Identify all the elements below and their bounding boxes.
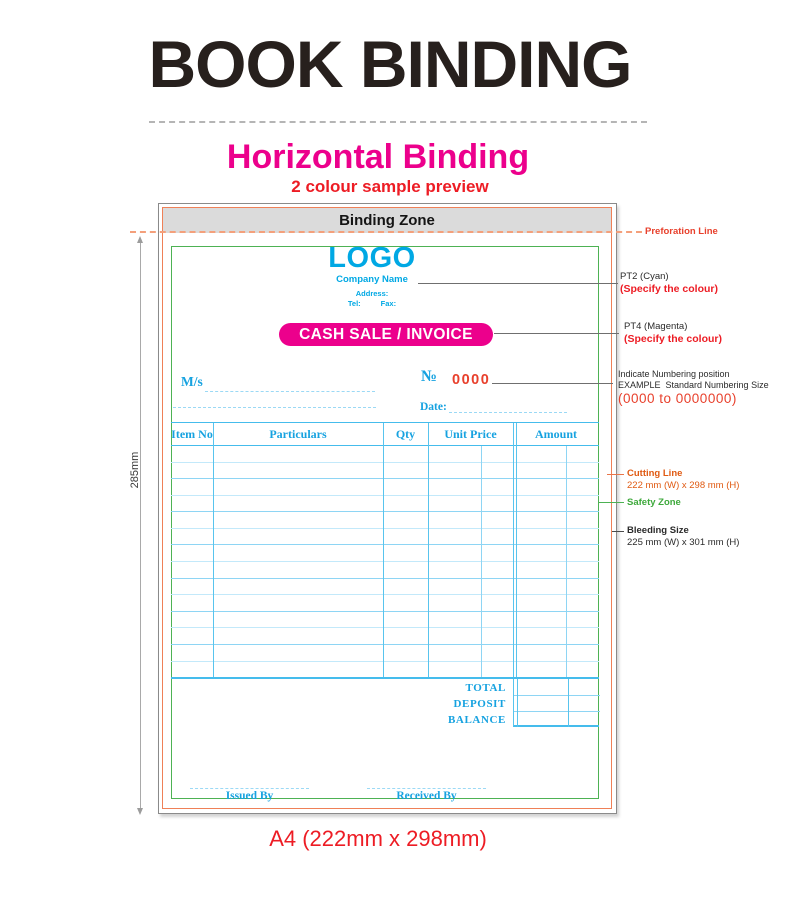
preforation-dashed-line: [130, 231, 642, 233]
cutting-size-label: 222 mm (W) x 298 mm (H): [627, 480, 740, 491]
date-label: Date:: [420, 401, 447, 413]
table-row: [171, 595, 599, 612]
invoice-table: [171, 422, 599, 679]
pt4-annotation: [624, 321, 722, 345]
table-row: [171, 579, 599, 596]
cash-sale-invoice-pill: CASH SALE / INVOICE: [279, 323, 493, 346]
pt2-colour-note: (Specify the colour): [620, 283, 719, 295]
invoice-mockup-sheet: [158, 203, 617, 814]
table-row: [171, 562, 599, 579]
received-by-signature-line: [367, 788, 486, 789]
pt4-label: PT4 (Magenta): [624, 321, 688, 332]
table-row: [171, 512, 599, 529]
summary-cents-divider: [568, 679, 569, 727]
col-header-unit-price: Unit Price: [444, 427, 497, 441]
numbering-position-label: Indicate Numbering position: [618, 369, 730, 379]
cutting-line-annotation: [627, 468, 739, 492]
bleeding-annotation: [627, 525, 739, 549]
date-fill-line: [449, 412, 567, 413]
column-divider-double: [513, 423, 514, 677]
col-header-qty: Qty: [395, 427, 416, 441]
col-header-item-no: Item No: [171, 427, 213, 441]
issued-by-label: Issued By: [225, 790, 274, 802]
numbering-example-label: EXAMPLE Standard Numbering Size: [618, 380, 769, 390]
table-row: [171, 645, 599, 662]
number-symbol: №: [421, 368, 438, 385]
bleeding-size-label: Bleeding Size: [627, 525, 689, 536]
cents-divider-amount: [566, 446, 567, 677]
company-name-label: Company Name: [336, 274, 408, 285]
pt4-colour-note: (Specify the colour): [624, 333, 723, 345]
safety-zone-label: Safety Zone: [627, 497, 681, 508]
summary-double-line: [517, 679, 518, 727]
cutting-line-label: Cutting Line: [627, 468, 683, 479]
binding-zone-bar: Binding Zone: [163, 208, 611, 233]
height-dimension-line: [140, 241, 141, 811]
col-header-amount: Amount: [534, 427, 577, 441]
table-row: [171, 628, 599, 645]
title-divider: [149, 121, 647, 123]
column-divider: [428, 423, 429, 677]
ms-fill-line: [205, 391, 375, 392]
summary-amount-box: [513, 679, 599, 727]
address-label: Address:: [355, 289, 389, 298]
height-dimension-label: 285mm: [129, 451, 141, 489]
total-label: TOTAL: [465, 682, 506, 694]
binding-type-subtitle: Horizontal Binding: [226, 138, 530, 176]
table-row: [171, 479, 599, 496]
dimension-arrow-down: [137, 808, 143, 815]
preforation-line-label: Preforation Line: [645, 226, 718, 237]
numbering-annotation: [618, 369, 769, 407]
cutting-connector-line: [607, 474, 624, 475]
summary-row-line: [514, 695, 600, 696]
table-row: [171, 545, 599, 562]
pt2-label: PT2 (Cyan): [620, 271, 669, 282]
logo-text: LOGO: [328, 242, 416, 274]
logo-block: [171, 244, 573, 308]
bleeding-connector-line: [612, 531, 624, 532]
table-row: [171, 496, 599, 513]
summary-row-line: [514, 711, 600, 712]
invoice-table-header: [171, 423, 599, 446]
sample-preview-note: 2 colour sample preview: [291, 177, 489, 196]
bleeding-size-value: 225 mm (W) x 301 mm (H): [627, 537, 740, 548]
table-row: [171, 463, 599, 480]
column-divider: [383, 423, 384, 677]
issued-by-signature-line: [190, 788, 309, 789]
table-row: [171, 612, 599, 629]
pt2-connector-line: [418, 283, 618, 284]
column-divider-double: [516, 423, 517, 677]
safety-connector-line: [598, 502, 624, 503]
column-divider: [213, 423, 214, 677]
page-title: BOOK BINDING: [148, 27, 632, 101]
ms-label: M/s: [181, 374, 203, 389]
tel-label: Tel:: [347, 299, 361, 308]
table-row: [171, 446, 599, 463]
dimension-arrow-up: [137, 236, 143, 243]
invoice-table-body: [171, 446, 599, 677]
numbering-connector-line: [492, 383, 613, 384]
col-header-particulars: Particulars: [269, 427, 327, 441]
ms-fill-line-2: [173, 407, 376, 408]
cents-divider-unit-price: [481, 446, 482, 677]
tel-fax-line: [171, 299, 573, 308]
received-by-label: Received By: [396, 790, 457, 802]
pt2-annotation: [620, 271, 718, 295]
fax-label: Fax:: [380, 299, 397, 308]
table-row: [171, 662, 599, 678]
number-value: 0000: [452, 372, 491, 388]
deposit-label: DEPOSIT: [453, 698, 506, 710]
numbering-range-label: (0000 to 0000000): [618, 391, 737, 406]
table-row: [171, 529, 599, 546]
pt4-connector-line: [494, 333, 619, 334]
paper-size-caption: A4 (222mm x 298mm): [269, 826, 487, 851]
balance-label: BALANCE: [448, 714, 506, 726]
